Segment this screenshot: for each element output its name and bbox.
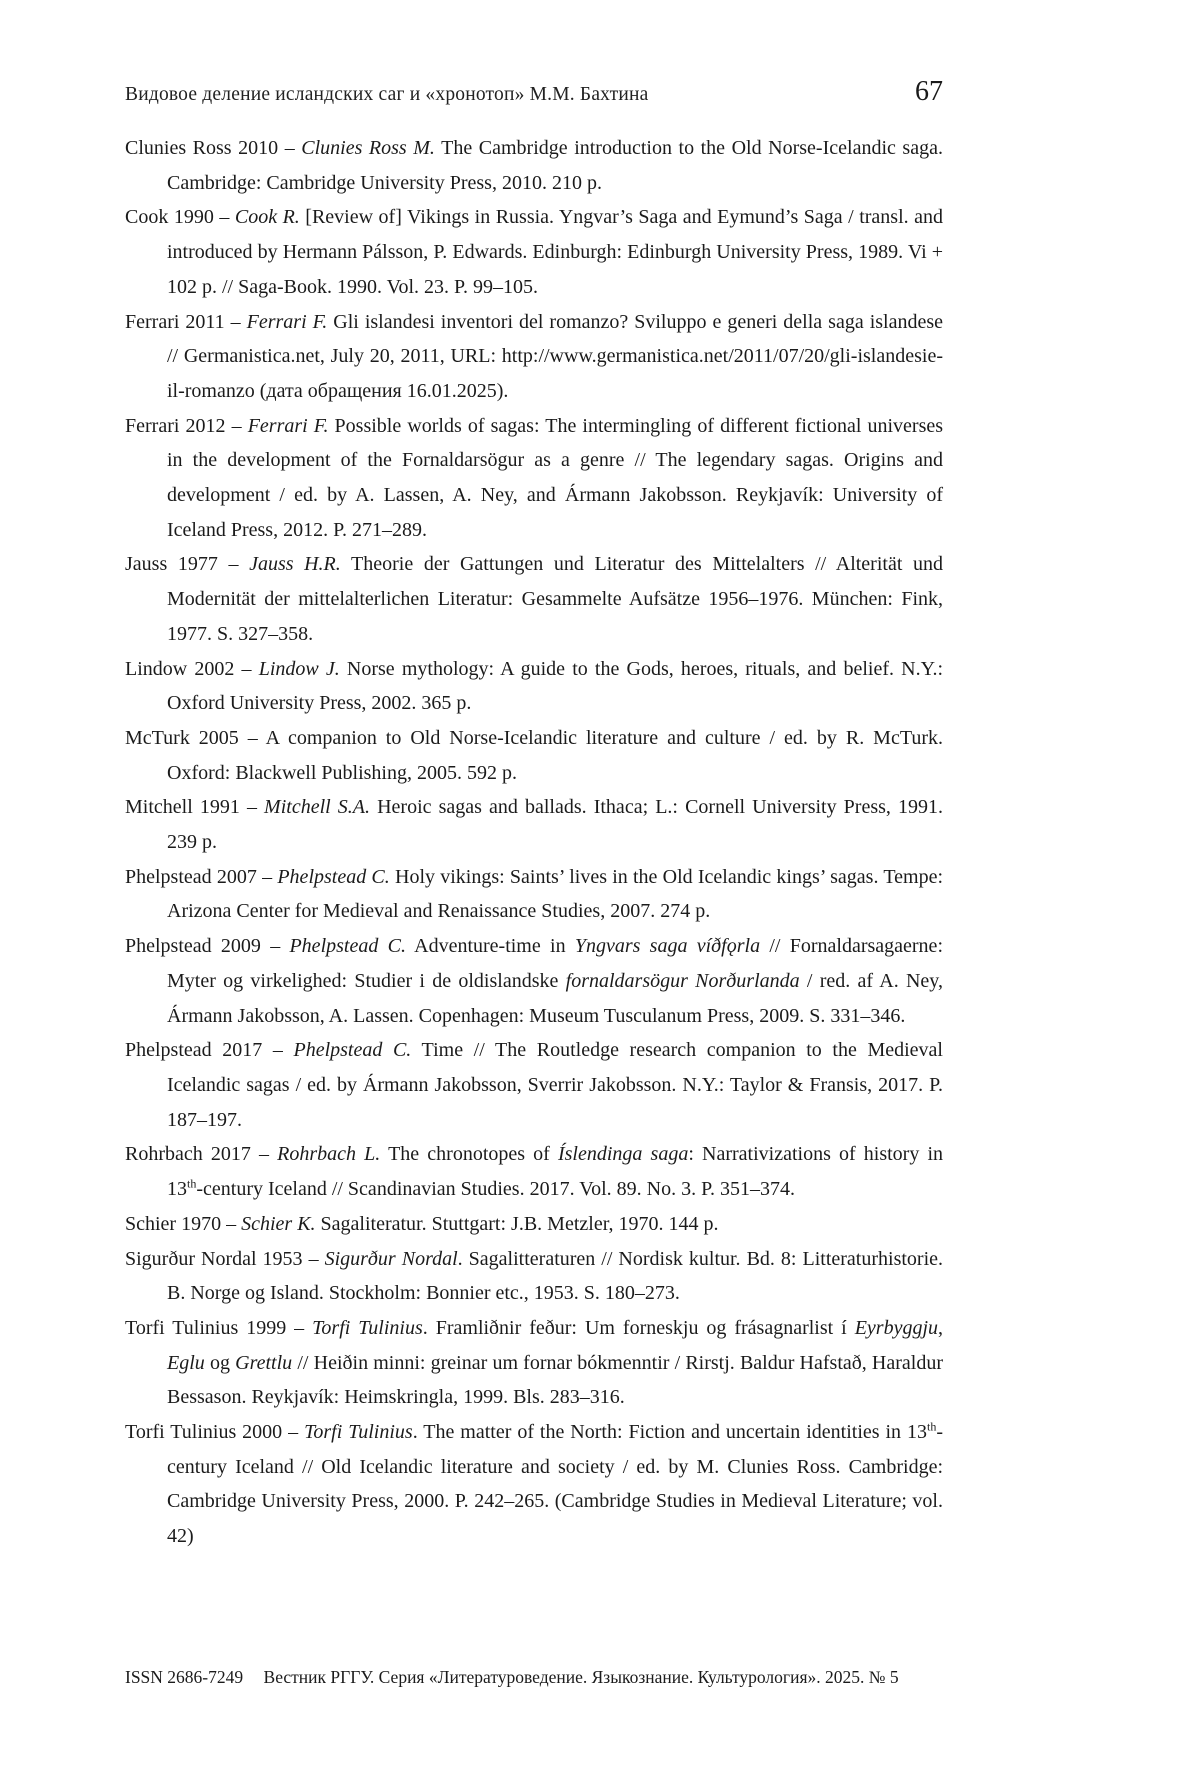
page-footer bbox=[125, 1667, 943, 1688]
reference-author-or-title-italic: Íslendinga saga bbox=[557, 1143, 689, 1166]
reference-text: Clunies Ross 2010 – bbox=[125, 137, 302, 159]
reference-entry bbox=[125, 1311, 943, 1415]
reference-text: [Review of] Vikings in Russia. Yngvar’s Saga and Eymund’s Saga / transl. and introduced by Hermann Pálsson, P. Edwards. Edinburgh: Edinburgh University Press, 1989. Vi + 102 p. // Saga-Book. 1990. Vol. 23. P. 99–105. bbox=[167, 206, 944, 298]
reference-author-or-title-italic: Eyrbyggju bbox=[854, 1316, 938, 1339]
reference-text: Ferrari 2012 – bbox=[125, 414, 248, 437]
reference-entry bbox=[125, 652, 943, 721]
reference-text: Possible worlds of sagas: The intermingling of different fictional universes in the development of the Fornaldarsögur as a genre // The legendary sagas. Origins and development / ed. by A. Lassen, A. Ney, and Ármann Jakobsson. Reykjavík: University of Iceland Press, 2012. P. 271–289. bbox=[167, 414, 944, 541]
reference-entry bbox=[125, 305, 943, 409]
reference-text: , bbox=[938, 1316, 943, 1339]
reference-text: Lindow 2002 – bbox=[125, 657, 259, 680]
reference-text: Phelpstead 2007 – bbox=[125, 865, 278, 888]
reference-entry bbox=[125, 131, 943, 200]
reference-text: Schier 1970 – bbox=[125, 1212, 242, 1235]
reference-text: Norse mythology: A guide to the Gods, heroes, rituals, and belief. N.Y.: Oxford University Press, 2002. 365 p. bbox=[167, 657, 943, 715]
running-title: Видовое деление исландских саг и «хронотоп» М.М. Бахтина bbox=[125, 84, 649, 105]
reference-author-or-title-italic: Yngvars saga víðfǫrla bbox=[574, 935, 761, 958]
reference-entry bbox=[125, 1415, 943, 1554]
reference-text: Cook 1990 – bbox=[125, 206, 235, 229]
reference-text: Phelpstead 2017 – bbox=[125, 1039, 294, 1062]
reference-author-or-title-italic: Phelpstead C. bbox=[277, 865, 390, 888]
reference-author-or-title-italic: Rohrbach L. bbox=[277, 1143, 381, 1166]
reference-entry bbox=[125, 547, 943, 651]
reference-entry bbox=[125, 409, 943, 548]
reference-text: Sigurður Nordal 1953 – bbox=[125, 1247, 325, 1270]
reference-author-or-title-italic: Clunies Ross M. bbox=[301, 137, 435, 159]
reference-author-or-title-italic: Mitchell S.A. bbox=[264, 796, 370, 819]
footer-issn: ISSN 2686-7249 bbox=[125, 1667, 244, 1687]
page-number: 67 bbox=[915, 76, 943, 107]
reference-author-or-title-italic: Ferrari F. bbox=[247, 414, 329, 437]
reference-entry bbox=[125, 1033, 943, 1137]
reference-text: // Fornaldarsagaerne: Myter og virkelighed: Studier i de oldislandske bbox=[167, 935, 943, 992]
reference-entry bbox=[125, 929, 943, 1033]
ordinal-superscript: th bbox=[187, 1176, 197, 1191]
reference-text: og bbox=[204, 1351, 236, 1374]
reference-author-or-title-italic: Ferrari F. bbox=[246, 310, 328, 333]
reference-text: // Heiðin minni: greinar um fornar bókmenntir / Rirstj. Baldur Hafstað, Haraldur Bessason. Reykjavík: Heimskringla, 1999. Bls. 283–316. bbox=[167, 1351, 944, 1409]
reference-text: Sagaliteratur. Stuttgart: J.B. Metzler, 1970. 144 p. bbox=[315, 1212, 719, 1235]
reference-text: Phelpstead 2009 – bbox=[125, 935, 290, 958]
reference-text: Time // The Routledge research companion to the Medieval Icelandic sagas / ed. by Ármann Jakobsson, Sverrir Jakobsson. N.Y.: Taylor & Fransis, 2017. P. 187–197. bbox=[167, 1039, 943, 1131]
reference-text: . The matter of the North: Fiction and uncertain identities in 13 bbox=[412, 1421, 927, 1444]
reference-author-or-title-italic: Phelpstead C. bbox=[293, 1039, 412, 1062]
reference-text: McTurk 2005 – A companion to Old Norse-Icelandic literature and culture / ed. by R. McTurk. Oxford: Blackwell Publishing, 2005. 592 p. bbox=[125, 726, 943, 784]
reference-text: -century Iceland // Scandinavian Studies. 2017. Vol. 89. No. 3. P. 351–374. bbox=[196, 1178, 795, 1201]
reference-author-or-title-italic: Phelpstead C. bbox=[289, 935, 406, 958]
reference-author-or-title-italic: fornaldarsögur Norðurlanda bbox=[565, 969, 800, 992]
reference-entry bbox=[125, 1207, 943, 1242]
reference-author-or-title-italic: Lindow J. bbox=[258, 657, 340, 680]
reference-text: Theorie der Gattungen und Literatur des Mittelalters // Alterität und Modernität der mittelalterlichen Literatur: Gesammelte Aufsätze 1956–1976. München: Fink, 1977. S. 327–358. bbox=[167, 553, 943, 645]
reference-text: Gli islandesi inventori del romanzo? Sviluppo e generi della saga islandese // Germanistica.net, July 20, 2011, URL: http://www.germanistica.net/2011/07/20/gli-islandesie-il-romanzo (дата обращения 16.01.2025). bbox=[167, 310, 944, 402]
reference-entry bbox=[125, 1137, 943, 1206]
reference-author-or-title-italic: Torfi Tulinius bbox=[312, 1316, 423, 1339]
reference-author-or-title-italic: Sigurður Nordal bbox=[324, 1247, 458, 1270]
reference-text: -century Iceland // Old Icelandic literature and society / ed. by M. Clunies Ross. Cambridge: Cambridge University Press, 2000. P. 242–265. (Cambridge Studies in Medieval Literature; vol. 42) bbox=[167, 1421, 944, 1548]
reference-text: Ferrari 2011 – bbox=[125, 310, 247, 333]
reference-text: Torfi Tulinius 1999 – bbox=[125, 1316, 313, 1339]
reference-text: The chronotopes of bbox=[380, 1143, 558, 1166]
reference-entry bbox=[125, 721, 943, 790]
reference-author-or-title-italic: Grettlu bbox=[235, 1351, 293, 1374]
reference-text: Holy vikings: Saints’ lives in the Old Icelandic kings’ sagas. Tempe: Arizona Center for Medieval and Renaissance Studies, 2007. 274 p. bbox=[167, 865, 944, 923]
reference-text: The Cambridge introduction to the Old Norse-Icelandic saga. Cambridge: Cambridge University Press, 2010. 210 p. bbox=[167, 137, 943, 194]
reference-entry bbox=[125, 860, 943, 929]
reference-text: Mitchell 1991 – bbox=[125, 796, 265, 819]
reference-text: . Framliðnir feður: Um forneskju og frásagnarlist í bbox=[422, 1316, 855, 1339]
reference-author-or-title-italic: Jauss H.R. bbox=[249, 553, 341, 576]
reference-entry bbox=[125, 1242, 943, 1311]
reference-text: / red. af A. Ney, Ármann Jakobsson, A. Lassen. Copenhagen: Museum Tusculanum Press, 2009. S. 331–346. bbox=[167, 969, 943, 1027]
reference-entry bbox=[125, 790, 943, 859]
reference-list bbox=[125, 131, 943, 1554]
reference-author-or-title-italic: Eglu bbox=[167, 1351, 205, 1374]
reference-text: Heroic sagas and ballads. Ithaca; L.: Cornell University Press, 1991. 239 p. bbox=[167, 796, 944, 854]
reference-entry bbox=[125, 200, 943, 304]
reference-text: Torfi Tulinius 2000 – bbox=[125, 1421, 305, 1444]
reference-author-or-title-italic: Schier K. bbox=[241, 1212, 316, 1235]
reference-author-or-title-italic: Torfi Tulinius bbox=[304, 1421, 413, 1444]
reference-text: Jauss 1977 – bbox=[125, 553, 250, 576]
reference-text: Rohrbach 2017 – bbox=[125, 1143, 278, 1166]
ordinal-superscript: th bbox=[927, 1419, 937, 1434]
running-head bbox=[125, 76, 943, 108]
reference-text: . Sagalitteraturen // Nordisk kultur. Bd. 8: Litteraturhistorie. B. Norge og Island. Stockholm: Bonnier etc., 1953. S. 180–273. bbox=[167, 1247, 943, 1305]
reference-author-or-title-italic: Cook R. bbox=[234, 206, 300, 229]
reference-text: Adventure-time in bbox=[405, 935, 575, 958]
reference-text: : Narrativizations of history in 13 bbox=[167, 1143, 944, 1201]
footer-journal-line: Вестник РГГУ. Серия «Литературоведение. Языкознание. Культурология». 2025. № 5 bbox=[263, 1667, 899, 1687]
